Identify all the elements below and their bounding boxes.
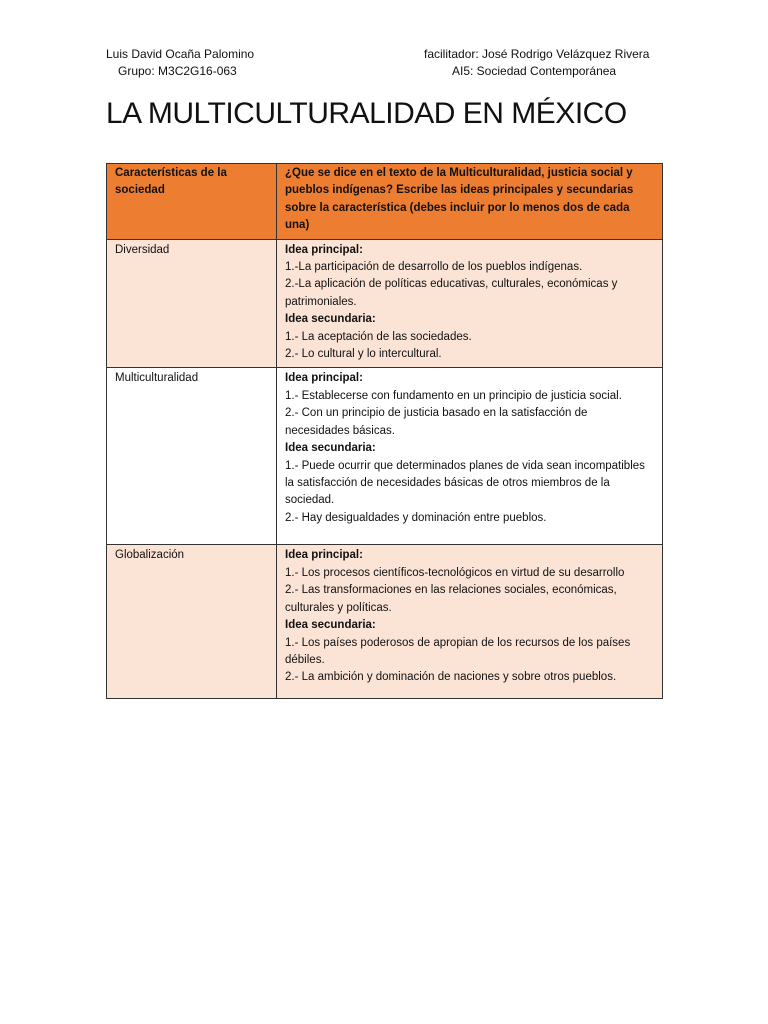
secundaria-label: Idea secundaria: — [285, 313, 376, 326]
principal-item: 1.- Los procesos científicos-tecnológicos en virtud de su desarrollo — [285, 566, 625, 579]
secundaria-item: 1.- La aceptación de las sociedades. — [285, 330, 472, 343]
author-name: Luis David Ocaña Palomino — [106, 47, 255, 61]
secundaria-item: 2.- La ambición y dominación de naciones y sobre otros pueblos. — [285, 671, 617, 684]
row-label: Globalización — [107, 545, 277, 699]
document-title: LA MULTICULTURALIDAD EN MÉXICO — [106, 97, 627, 130]
header-cell-question: ¿Que se dice en el texto de la Multiculturalidad, justicia social y pueblos indígenas? Escribe las ideas principales y secundarias sobre la característica (debes incluir por lo menos dos de cada una) — [277, 164, 663, 240]
ideas-cell — [277, 368, 663, 545]
principal-item: 1.-La participación de desarrollo de los pueblos indígenas. — [285, 261, 583, 274]
facilitator-name: facilitador: José Rodrigo Velázquez Rivera — [424, 47, 650, 61]
group-code: Grupo: M3C2G16-063 — [118, 64, 237, 78]
table-row — [107, 239, 663, 368]
table-row — [107, 368, 663, 545]
row-label: Diversidad — [107, 239, 277, 368]
principal-item: 2.- Con un principio de justicia basado en la satisfacción de necesidades básicas. — [285, 407, 588, 437]
ideas-cell — [277, 239, 663, 368]
secundaria-item: 1.- Puede ocurrir que determinados planes de vida sean incompatibles la satisfacción de necesidades básicas de otros miembros de la sociedad. — [285, 459, 645, 507]
ideas-cell — [277, 545, 663, 699]
secundaria-item: 2.- Lo cultural y lo intercultural. — [285, 348, 442, 361]
principal-item: 1.- Establecerse con fundamento en un principio de justicia social. — [285, 389, 622, 402]
table-header-row — [107, 164, 663, 240]
principal-item: 2.- Las transformaciones en las relaciones sociales, económicas, culturales y políticas. — [285, 584, 617, 614]
secundaria-item: 2.- Hay desigualdades y dominación entre pueblos. — [285, 511, 547, 524]
table-row — [107, 545, 663, 699]
principal-label: Idea principal: — [285, 372, 363, 385]
principal-label: Idea principal: — [285, 243, 363, 256]
principal-item: 2.-La aplicación de políticas educativas, culturales, económicas y patrimoniales. — [285, 278, 618, 308]
row-label: Multiculturalidad — [107, 368, 277, 545]
header-cell-characteristics: Características de la sociedad — [107, 164, 277, 240]
secundaria-item: 1.- Los países poderosos de apropian de los recursos de los países débiles. — [285, 636, 631, 666]
features-table — [106, 163, 663, 699]
activity-name: AI5: Sociedad Contemporánea — [452, 64, 617, 78]
principal-label: Idea principal: — [285, 549, 363, 562]
secundaria-label: Idea secundaria: — [285, 619, 376, 632]
secundaria-label: Idea secundaria: — [285, 442, 376, 455]
